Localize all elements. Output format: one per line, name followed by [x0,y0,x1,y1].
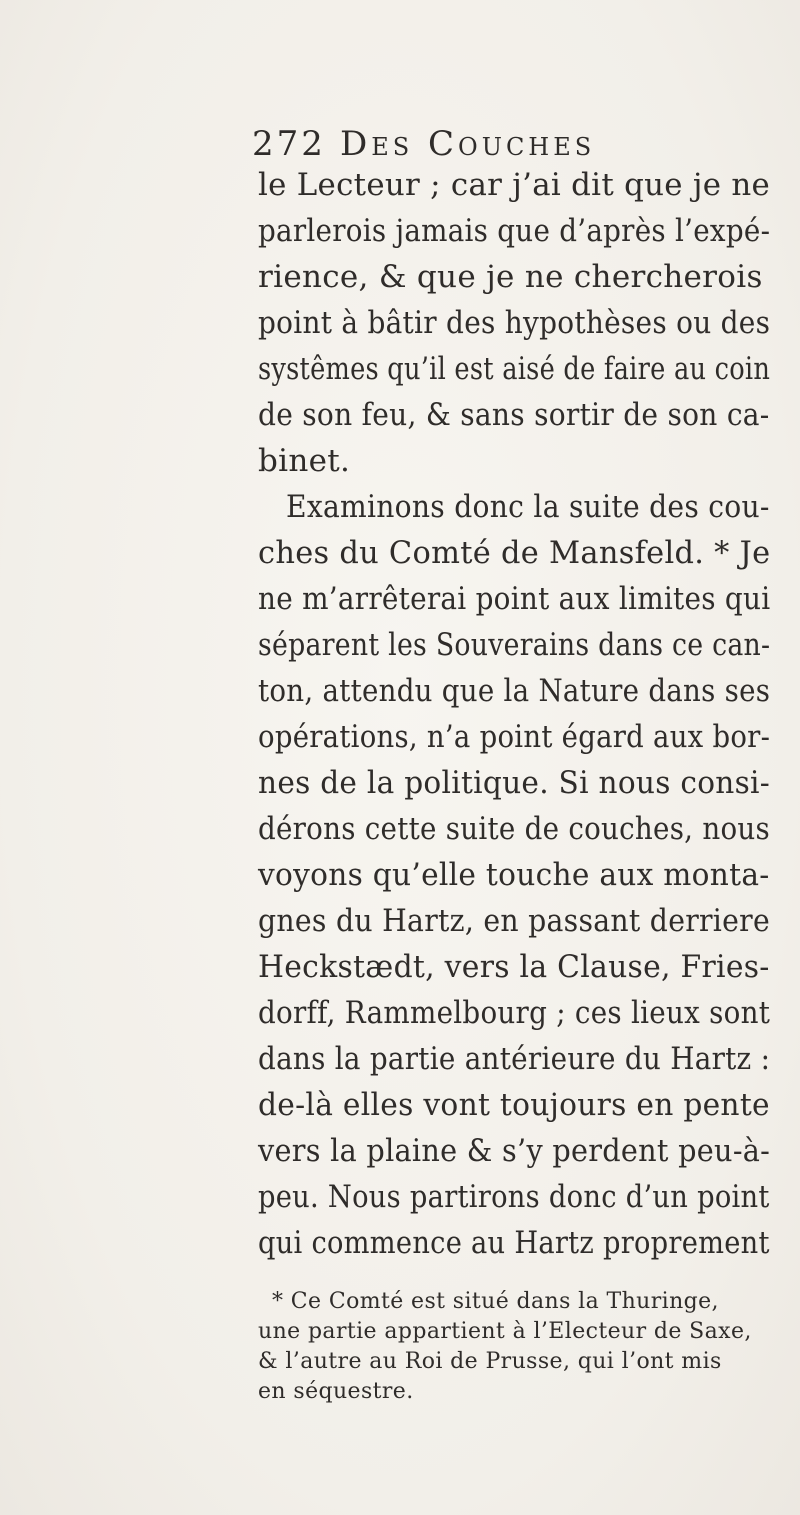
text-line: séparent les Souverains dans ce can- [258,627,771,663]
text-line: ton, attendu que la Nature dans ses [258,673,771,709]
footnote-line: * Ce Comté est situé dans la Thuringe, [272,1289,719,1314]
running-header [252,124,672,168]
text-line: de-là elles vont toujours en pente [258,1087,770,1123]
text-line: voyons qu’elle touche aux monta- [258,857,770,893]
text-line: le Lecteur ; car j’ai dit que je ne [258,167,771,203]
text-line: parlerois jamais que d’après l’expé- [258,213,771,249]
text-line: opérations, n’a point égard aux bor- [258,719,771,755]
text-line: gnes du Hartz, en passant derriere [258,903,770,939]
text-line: ches du Comté de Mansfeld. * Je [258,535,771,571]
text-line: nes de la politique. Si nous consi- [258,765,771,801]
text-line: de son feu, & sans sortir de son ca- [258,397,770,433]
footnote-line: & l’autre au Roi de Prusse, qui l’ont mis [258,1349,722,1374]
text-line: dans la partie antérieure du Hartz : [258,1041,771,1077]
text-line: Examinons donc la suite des cou- [286,489,770,525]
text-line: Heckstædt, vers la Clause, Fries- [258,949,770,985]
text-line: point à bâtir des hypothèses ou des [258,305,771,341]
text-line: rience, & que je ne chercherois [258,259,763,295]
footnote-line: en séquestre. [258,1379,414,1404]
text-line: binet. [258,443,351,479]
running-title: Des Couches [340,124,596,164]
text-line: systêmes qu’il est aisé de faire au coin [258,351,771,387]
text-line: peu. Nous partirons donc d’un point [258,1179,770,1215]
text-line: dérons cette suite de couches, nous [258,811,770,847]
footnote-line: une partie appartient à l’Electeur de Saxe, [258,1319,752,1344]
text-line: vers la plaine & s’y perdent peu-à- [258,1133,771,1169]
page-number: 272 [252,124,326,164]
text-line: qui commence au Hartz proprement [258,1225,770,1261]
text-line: ne m’arrêterai point aux limites qui [258,581,771,617]
text-line: dorff, Rammelbourg ; ces lieux sont [258,995,771,1031]
